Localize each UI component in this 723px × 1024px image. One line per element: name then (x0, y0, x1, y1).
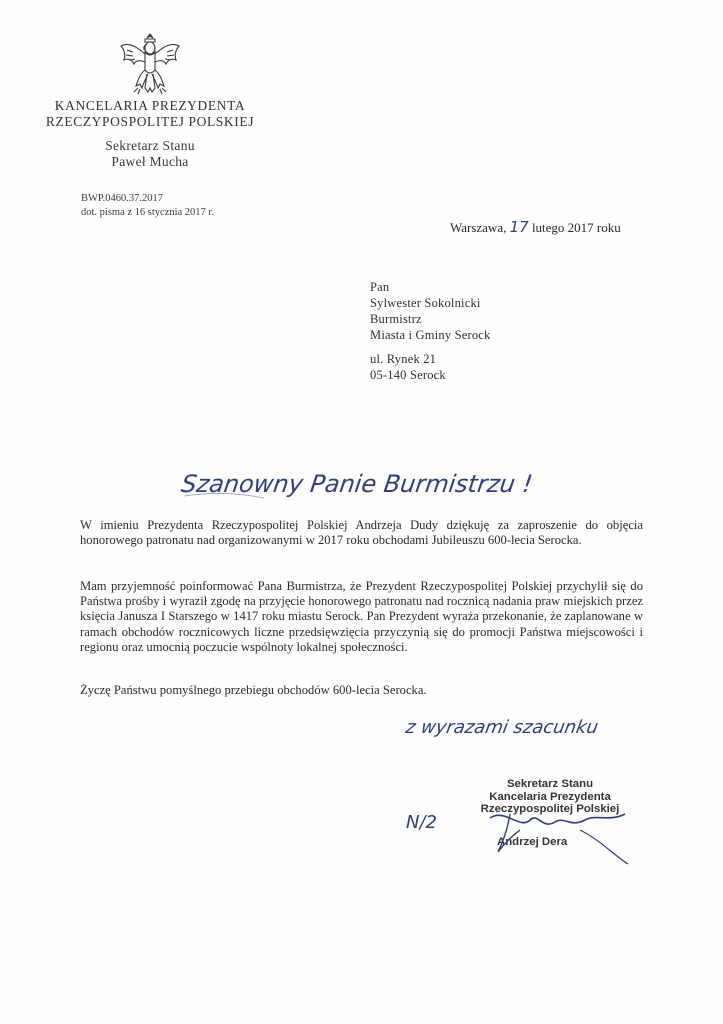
handwritten-signature (460, 800, 640, 870)
recipient-role: Burmistrz (370, 312, 422, 326)
stamp-position: Sekretarz Stanu (506, 778, 594, 790)
salutation-text: Szanowny Panie Burmistrzu ! (180, 470, 535, 498)
body-paragraph-3: Życzę Państwu pomyślnego przebiegu obchodów 600-lecia Serocka. (80, 683, 427, 697)
sender-position: Sekretarz Stanu (105, 138, 195, 153)
recipient-title: Pan (370, 280, 390, 294)
recipient-postal: 05-140 Serock (370, 368, 446, 382)
closing-text: z wyrazami szacunku (404, 717, 600, 738)
date-rest: lutego 2017 roku (531, 220, 621, 235)
body-paragraph-2: Mam przyjemność poinformować Pana Burmistrza, że Prezydent Rzeczypospolitej Polskiej przychylił się do Państwa prośby i wyraził zgodę na przyjęcie honorowego patronatu nad rocznicą nadania praw miejskich przez księcia Janusza I Starszego w 1417 roku miastu Serock. Pan Prezydent wyraża przekonanie, że zaplanowane w ramach obchodów rocznicowych liczne przedsięwzięcia przyczynią się do promocji Państwa miejscowości i regionu oraz umocnią poczucie wspólnoty lokalnej społeczności. (80, 579, 643, 654)
initials-text: N/2 (406, 812, 437, 833)
recipient-office: Miasta i Gminy Serock (370, 328, 491, 342)
recipient-name: Sylwester Sokolnicki (370, 296, 481, 310)
stamp-office: Kancelaria Prezydenta (489, 790, 611, 803)
letter-date (450, 218, 621, 236)
office-name-line2: RZECZYPOSPOLITEJ POLSKIEJ (45, 114, 255, 129)
date-day-handwritten: 17 (509, 218, 529, 236)
stamp-republic: Rzeczypospolitej Polskiej (480, 803, 620, 815)
reference-regarding: dot. pisma z 16 stycznia 2017 r. (81, 207, 214, 218)
sender-name: Paweł Mucha (111, 154, 189, 169)
handwritten-closing (400, 705, 680, 745)
reference-number: BWP.0460.37.2017 (81, 193, 163, 204)
handwritten-salutation (180, 452, 610, 512)
stamp-signatory-name: Andrzej Dera (497, 836, 568, 848)
recipient-street: ul. Rynek 21 (370, 352, 437, 366)
date-city: Warszawa, (450, 220, 507, 235)
body-paragraph-1: W imieniu Prezydenta Rzeczypospolitej Polskiej Andrzeja Dudy dziękuję za zaproszenie do objęcia honorowego patronatu nad organizowanymi w 2017 roku obchodami Jubileuszu 600-lecia Serocka. (80, 518, 643, 548)
office-name-line1: KANCELARIA PREZYDENTA (54, 98, 246, 113)
white-eagle-emblem-icon (118, 28, 182, 98)
handwritten-initials (402, 800, 452, 840)
